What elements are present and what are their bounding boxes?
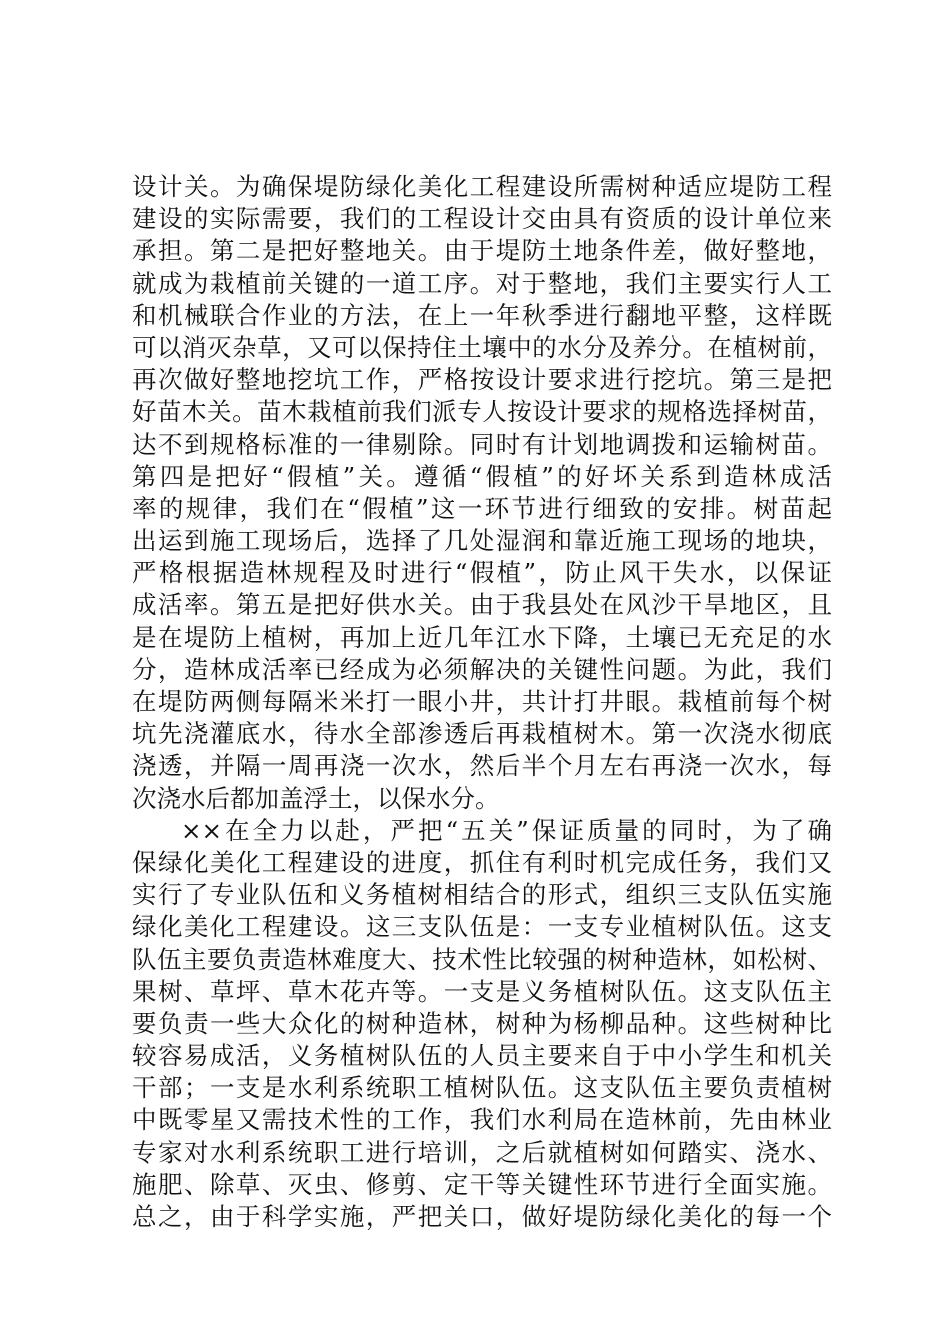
text-line: 实行了专业队伍和义务植树相结合的形式，组织三支队伍实施: [132, 880, 832, 910]
text-line: 队伍主要负责造林难度大、技术性比较强的树种造林，如松树、: [132, 944, 832, 974]
text-line: 坑先浇灌底水，待水全部渗透后再栽植树木。第一次浇水彻底: [132, 719, 832, 749]
body-text: [132, 171, 832, 1233]
text-line: 承担。第二是把好整地关。由于堤防土地条件差，做好整地，: [132, 236, 832, 266]
text-line: 绿化美化工程建设。这三支队伍是：一支专业植树队伍。这支: [132, 912, 832, 942]
text-line: 专家对水利系统职工进行培训，之后就植树如何踏实、浇水、: [132, 1137, 832, 1167]
text-line: 施肥、除草、灭虫、修剪、定干等关键性环节进行全面实施。: [132, 1169, 832, 1199]
paragraph-start-line: ××在全力以赴，严把“五关”保证质量的同时，为了确: [181, 815, 832, 845]
text-line: 总之，由于科学实施，严把关口，做好堤防绿化美化的每一个: [132, 1202, 832, 1231]
text-line: 建设的实际需要，我们的工程设计交由具有资质的设计单位来: [132, 204, 832, 234]
text-line: 可以消灭杂草，又可以保持住土壤中的水分及养分。在植树前，: [132, 332, 832, 362]
text-line: 果树、草坪、草木花卉等。一支是义务植树队伍。这支队伍主: [132, 976, 832, 1006]
text-line: 是在堤防上植树，再加上近几年江水下降，土壤已无充足的水: [132, 622, 832, 652]
text-line: 成活率。第五是把好供水关。由于我县处在风沙干旱地区，且: [132, 590, 832, 620]
text-line: 保绿化美化工程建设的进度，抓住有利时机完成任务，我们又: [132, 847, 832, 877]
text-line: 干部；一支是水利系统职工植树队伍。这支队伍主要负责植树: [132, 1073, 832, 1103]
text-line: 率的规律，我们在“假植”这一环节进行细致的安排。树苗起: [132, 493, 832, 523]
text-line: 和机械联合作业的方法，在上一年秋季进行翻地平整，这样既: [132, 300, 832, 330]
text-line: 出运到施工现场后，选择了几处湿润和靠近施工现场的地块，: [132, 526, 832, 556]
text-line: 中既零星又需技术性的工作，我们水利局在造林前，先由林业: [132, 1105, 832, 1135]
text-line: 就成为栽植前关键的一道工序。对于整地，我们主要实行人工: [132, 268, 832, 298]
text-line: 设计关。为确保堤防绿化美化工程建设所需树种适应堤防工程: [132, 172, 832, 201]
text-line: 分，造林成活率已经成为必须解决的关键性问题。为此，我们: [132, 654, 832, 684]
text-line: 好苗木关。苗木栽植前我们派专人按设计要求的规格选择树苗，: [132, 397, 832, 427]
paragraph-end-line: 次浇水后都加盖浮土，以保水分。: [132, 783, 500, 813]
text-line: 严格根据造林规程及时进行“假植”，防止风干失水，以保证: [132, 558, 832, 588]
text-line: 再次做好整地挖坑工作，严格按设计要求进行挖坑。第三是把: [132, 365, 832, 395]
text-line: 较容易成活，义务植树队伍的人员主要来自于中小学生和机关: [132, 1041, 832, 1071]
text-line: 浇透，并隔一周再浇一次水，然后半个月左右再浇一次水，每: [132, 751, 832, 781]
text-line: 达不到规格标准的一律剔除。同时有计划地调拨和运输树苗。: [132, 429, 832, 459]
text-line: 要负责一些大众化的树种造林，树种为杨柳品种。这些树种比: [132, 1008, 832, 1038]
text-line: 第四是把好“假植”关。遵循“假植”的好坏关系到造林成活: [132, 461, 832, 491]
text-line: 在堤防两侧每隔米米打一眼小井，共计打井眼。栽植前每个树: [132, 687, 832, 716]
